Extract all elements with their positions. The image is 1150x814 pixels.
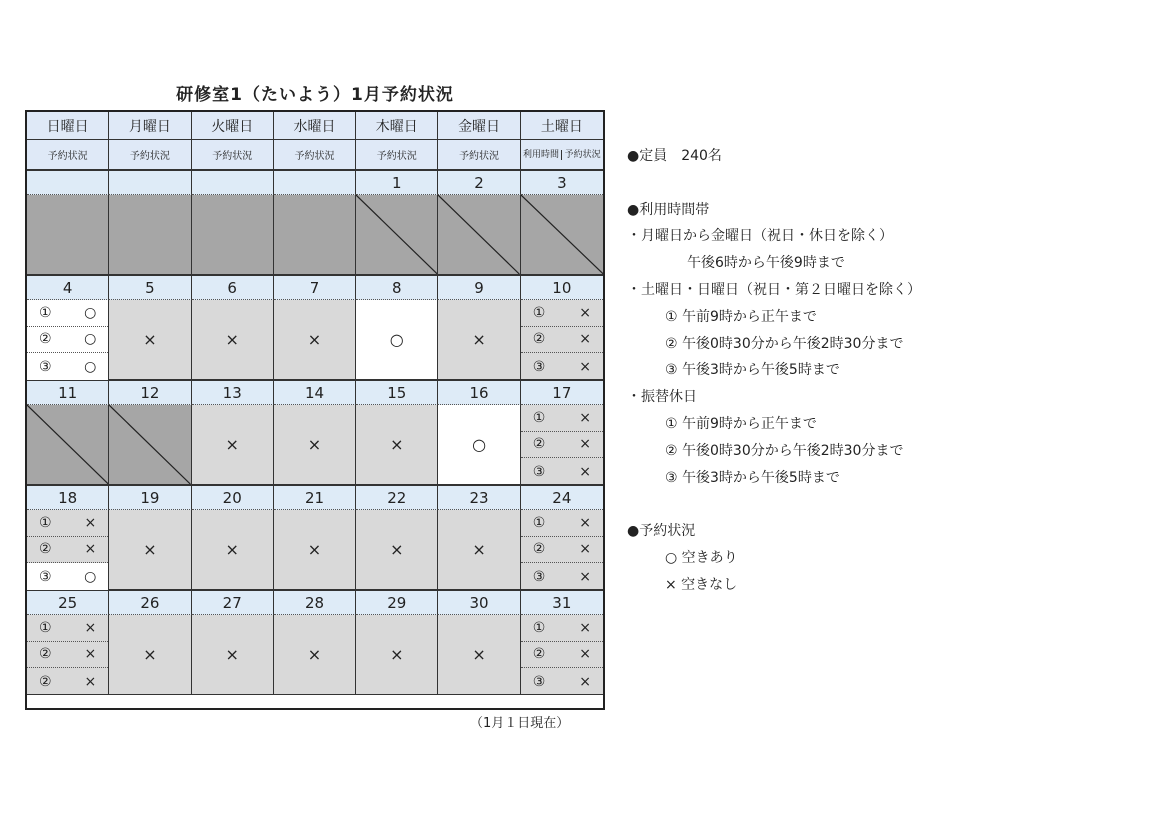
day-status-cell bbox=[274, 510, 356, 590]
slot-status-mark: ○ bbox=[84, 304, 97, 321]
slot-number: ③ bbox=[532, 673, 546, 690]
weekend-title: ・土曜日・日曜日（祝日・第２日曜日を除く） bbox=[627, 281, 921, 298]
slot-number: ③ bbox=[532, 463, 546, 480]
slot-status-mark: × bbox=[579, 463, 591, 480]
day-status-cell bbox=[109, 195, 191, 275]
time-slot-row bbox=[521, 300, 603, 327]
time-slot-row bbox=[27, 327, 108, 354]
slot-status-mark: × bbox=[579, 331, 591, 348]
date-cell bbox=[109, 170, 191, 195]
day-status-cell bbox=[27, 510, 109, 590]
date-cell: 28 bbox=[274, 590, 356, 615]
slot-number: ② bbox=[39, 673, 52, 690]
status-mark: × bbox=[390, 645, 404, 664]
date-cell: 31 bbox=[521, 590, 603, 615]
slot-number: ② bbox=[39, 646, 52, 663]
slot-status-mark: × bbox=[579, 568, 591, 585]
day-status-cell bbox=[521, 405, 603, 485]
capacity-text: ●定員 240名 bbox=[627, 148, 722, 164]
slot-number: ① bbox=[532, 619, 546, 636]
status-label: 予約状況 bbox=[212, 151, 253, 162]
slot-status-mark: × bbox=[84, 619, 97, 636]
status-open: ○ 空きあり bbox=[665, 549, 738, 566]
date-cell: 29 bbox=[356, 590, 438, 615]
weekend-slot-3: ③ 午後3時から午後5時まで bbox=[665, 362, 840, 379]
weekday-time: 午後6時から午後9時まで bbox=[687, 255, 845, 272]
status-mark: × bbox=[143, 645, 157, 664]
status-label: 予約状況 bbox=[294, 151, 335, 162]
weekday-header: 木曜日 bbox=[356, 112, 438, 140]
time-slot-row bbox=[27, 642, 108, 669]
slot-status-mark: × bbox=[84, 646, 97, 663]
weekday-header: 土曜日 bbox=[521, 112, 603, 140]
status-full: × 空きなし bbox=[665, 576, 738, 593]
time-slot-row bbox=[521, 432, 603, 459]
slot-number: ② bbox=[532, 646, 546, 663]
slot-number: ③ bbox=[39, 568, 52, 585]
date-cell: 19 bbox=[109, 485, 191, 510]
status-mark: × bbox=[472, 540, 486, 559]
day-status-cell bbox=[109, 300, 191, 380]
status-mark: × bbox=[307, 645, 322, 664]
day-status-cell bbox=[356, 300, 438, 380]
info-panel bbox=[627, 143, 921, 599]
status-mark: × bbox=[143, 540, 157, 559]
date-cell: 7 bbox=[274, 275, 356, 300]
status-subheader bbox=[521, 140, 603, 170]
status-mark: × bbox=[225, 330, 239, 349]
slot-status-mark: ○ bbox=[84, 358, 97, 375]
time-slot-row bbox=[521, 458, 603, 485]
status-mark: × bbox=[225, 645, 239, 664]
not-available-slash bbox=[356, 195, 437, 274]
day-status-cell bbox=[438, 510, 520, 590]
date-cell: 20 bbox=[192, 485, 274, 510]
date-cell: 12 bbox=[109, 380, 191, 405]
slot-status-mark: × bbox=[579, 541, 591, 558]
page-title: 研修室1（たいよう）1月予約状況 bbox=[176, 85, 454, 105]
weekday-title: ・月曜日から金曜日（祝日・休日を除く） bbox=[627, 228, 893, 245]
day-status-cell bbox=[109, 405, 191, 485]
day-status-cell bbox=[192, 405, 274, 485]
date-cell: 30 bbox=[438, 590, 520, 615]
date-cell: 1 bbox=[356, 170, 438, 195]
day-status-cell bbox=[274, 300, 356, 380]
slot-number: ① bbox=[532, 514, 546, 531]
day-status-cell bbox=[27, 615, 109, 695]
status-mark: × bbox=[143, 330, 157, 349]
date-cell: 16 bbox=[438, 380, 520, 405]
not-available-slash bbox=[438, 195, 519, 274]
slot-status-mark: × bbox=[579, 673, 591, 690]
day-status-cell bbox=[27, 195, 109, 275]
slot-status-mark: × bbox=[579, 646, 591, 663]
status-label: 予約状況 bbox=[47, 151, 88, 162]
status-mark: × bbox=[225, 540, 239, 559]
status-mark: × bbox=[390, 435, 404, 454]
date-cell bbox=[192, 170, 274, 195]
slot-status-mark: × bbox=[579, 514, 591, 531]
time-slot-row bbox=[521, 327, 603, 354]
weekend-slot-1: ① 午前9時から正午まで bbox=[665, 308, 817, 325]
day-status-cell bbox=[438, 195, 520, 275]
weekday-header: 月曜日 bbox=[109, 112, 191, 140]
date-cell: 13 bbox=[192, 380, 274, 405]
status-label: 予約状況 bbox=[129, 151, 170, 162]
time-slot-row bbox=[521, 510, 603, 537]
holiday-title: ・振替休日 bbox=[627, 389, 697, 406]
date-cell: 5 bbox=[109, 275, 191, 300]
date-cell: 25 bbox=[27, 590, 109, 615]
time-slot-row bbox=[521, 405, 603, 432]
status-subheader bbox=[192, 140, 274, 170]
slot-status-mark: ○ bbox=[84, 568, 97, 585]
date-cell bbox=[27, 170, 109, 195]
not-available-slash bbox=[521, 195, 603, 274]
status-mark: × bbox=[307, 330, 322, 349]
slot-number: ② bbox=[39, 331, 52, 348]
status-mark: × bbox=[472, 645, 486, 664]
status-subheader bbox=[356, 140, 438, 170]
slot-number: ③ bbox=[532, 358, 546, 375]
weekday-header: 金曜日 bbox=[438, 112, 520, 140]
slot-number: ② bbox=[532, 331, 546, 348]
day-status-cell bbox=[274, 405, 356, 485]
slot-number: ① bbox=[39, 304, 52, 321]
date-cell: 22 bbox=[356, 485, 438, 510]
reservation-calendar bbox=[25, 110, 605, 710]
time-slot-row bbox=[521, 353, 603, 380]
slot-status-mark: × bbox=[579, 619, 591, 636]
date-cell: 18 bbox=[27, 485, 109, 510]
status-mark: × bbox=[390, 540, 404, 559]
day-status-cell bbox=[274, 195, 356, 275]
day-status-cell bbox=[356, 195, 438, 275]
slot-number: ② bbox=[532, 541, 546, 558]
status-mark: ○ bbox=[389, 330, 404, 349]
weekday-header: 日曜日 bbox=[27, 112, 109, 140]
day-status-cell bbox=[27, 405, 109, 485]
status-label: 予約状況 bbox=[376, 151, 417, 162]
date-cell: 17 bbox=[521, 380, 603, 405]
holiday-slot-2: ② 午後0時30分から午後2時30分まで bbox=[665, 442, 904, 459]
day-status-cell bbox=[27, 300, 109, 380]
day-status-cell bbox=[521, 300, 603, 380]
time-slot-row bbox=[27, 353, 108, 380]
slot-number: ① bbox=[39, 514, 52, 531]
date-cell: 15 bbox=[356, 380, 438, 405]
status-subheader bbox=[438, 140, 520, 170]
holiday-slot-3: ③ 午後3時から午後5時まで bbox=[665, 469, 840, 486]
weekday-header: 水曜日 bbox=[274, 112, 356, 140]
day-status-cell bbox=[438, 405, 520, 485]
slot-status-mark: × bbox=[579, 358, 591, 375]
status-mark: × bbox=[307, 540, 322, 559]
slot-status-mark: × bbox=[84, 673, 97, 690]
date-cell: 21 bbox=[274, 485, 356, 510]
date-cell: 11 bbox=[27, 380, 109, 405]
weekday-header: 火曜日 bbox=[192, 112, 274, 140]
date-cell: 26 bbox=[109, 590, 191, 615]
status-mark: ○ bbox=[472, 435, 487, 454]
time-slot-row bbox=[27, 510, 108, 537]
day-status-cell bbox=[192, 300, 274, 380]
date-cell: 27 bbox=[192, 590, 274, 615]
time-slot-row bbox=[521, 563, 603, 590]
day-status-cell bbox=[192, 615, 274, 695]
day-status-cell bbox=[438, 615, 520, 695]
slot-number: ① bbox=[532, 304, 546, 321]
date-cell: 3 bbox=[521, 170, 603, 195]
slot-number: ② bbox=[532, 436, 546, 453]
time-slot-row bbox=[27, 563, 108, 590]
status-title: ●予約状況 bbox=[627, 523, 696, 540]
date-cell: 4 bbox=[27, 275, 109, 300]
status-subheader bbox=[274, 140, 356, 170]
status-subheader bbox=[109, 140, 191, 170]
slot-status-mark: × bbox=[579, 436, 591, 453]
date-cell: 24 bbox=[521, 485, 603, 510]
day-status-cell bbox=[356, 615, 438, 695]
hours-title: ●利用時間帯 bbox=[627, 201, 710, 218]
slot-number: ③ bbox=[532, 568, 546, 585]
status-subheader bbox=[27, 140, 109, 170]
slot-status-mark: × bbox=[84, 541, 97, 558]
slot-number: ② bbox=[39, 541, 52, 558]
time-slot-row bbox=[521, 668, 603, 695]
status-mark: × bbox=[307, 435, 322, 454]
status-mark: × bbox=[225, 435, 239, 454]
day-status-cell bbox=[109, 510, 191, 590]
time-slot-row bbox=[27, 300, 108, 327]
holiday-slot-1: ① 午前9時から正午まで bbox=[665, 415, 817, 432]
slot-number: ① bbox=[39, 619, 52, 636]
time-slot-row bbox=[521, 642, 603, 669]
day-status-cell bbox=[109, 615, 191, 695]
time-slot-row bbox=[27, 668, 108, 695]
time-slot-row bbox=[27, 537, 108, 564]
slot-number: ③ bbox=[39, 358, 52, 375]
day-status-cell bbox=[356, 510, 438, 590]
status-mark: × bbox=[472, 330, 486, 349]
time-slot-row bbox=[521, 615, 603, 642]
date-cell: 23 bbox=[438, 485, 520, 510]
day-status-cell bbox=[438, 300, 520, 380]
slot-status-mark: × bbox=[579, 409, 591, 426]
date-cell: 8 bbox=[356, 275, 438, 300]
as-of-note: （1月１日現在） bbox=[470, 716, 570, 731]
date-cell: 2 bbox=[438, 170, 520, 195]
date-cell: 9 bbox=[438, 275, 520, 300]
weekend-slot-2: ② 午後0時30分から午後2時30分まで bbox=[665, 335, 904, 352]
day-status-cell bbox=[521, 615, 603, 695]
not-available-slash bbox=[27, 405, 108, 484]
status-label: 予約状況 bbox=[459, 151, 500, 162]
slot-status-mark: ○ bbox=[84, 331, 97, 348]
not-available-slash bbox=[109, 405, 190, 484]
day-status-cell bbox=[192, 195, 274, 275]
slot-status-mark: × bbox=[84, 514, 97, 531]
day-status-cell bbox=[274, 615, 356, 695]
time-slot-row bbox=[521, 537, 603, 564]
sat-status-label: 予約状況 bbox=[561, 150, 603, 160]
day-status-cell bbox=[356, 405, 438, 485]
date-cell: 10 bbox=[521, 275, 603, 300]
date-cell bbox=[274, 170, 356, 195]
date-cell: 6 bbox=[192, 275, 274, 300]
sat-time-label: 利用時間 bbox=[523, 149, 560, 160]
day-status-cell bbox=[521, 510, 603, 590]
time-slot-row bbox=[27, 615, 108, 642]
slot-status-mark: × bbox=[579, 304, 591, 321]
date-cell: 14 bbox=[274, 380, 356, 405]
slot-number: ① bbox=[532, 409, 546, 426]
day-status-cell bbox=[192, 510, 274, 590]
day-status-cell bbox=[521, 195, 603, 275]
